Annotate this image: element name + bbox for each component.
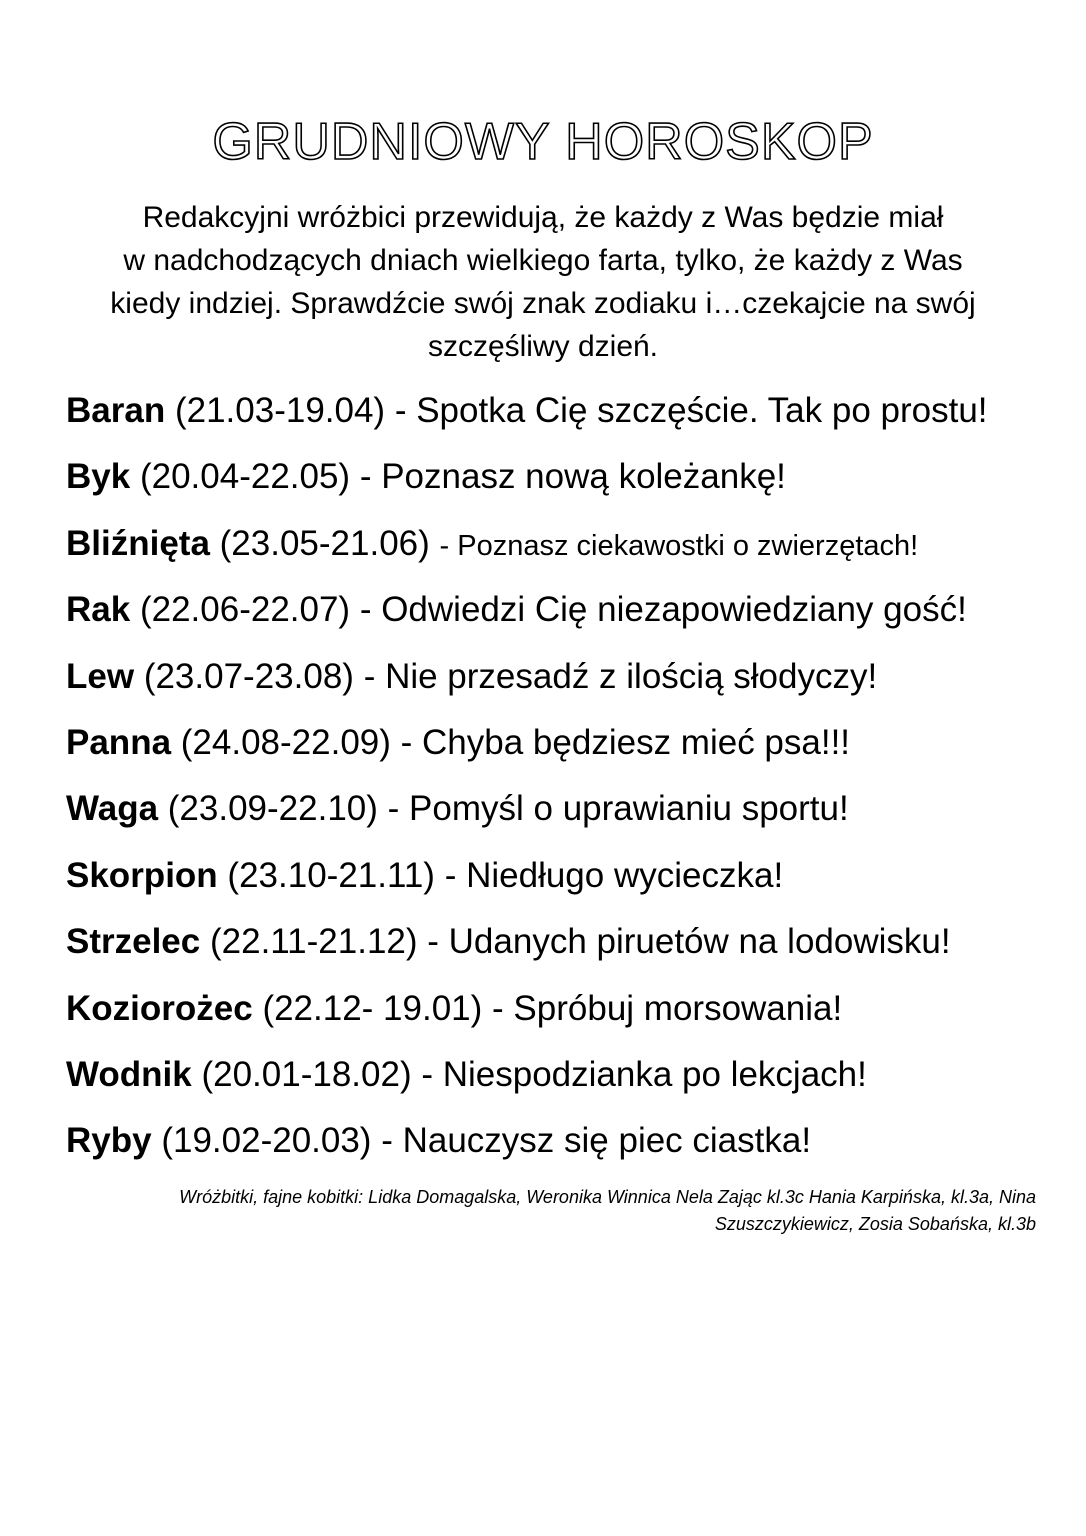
zodiac-item-lew	[66, 650, 1056, 716]
zodiac-prediction: - Odwiedzi Cię niezapowiedziany gość!	[359, 590, 967, 630]
zodiac-item-waga	[66, 782, 1056, 848]
zodiac-name: Waga	[66, 789, 159, 829]
zodiac-name: Wodnik	[66, 1054, 192, 1094]
zodiac-item-panna	[66, 716, 1056, 782]
zodiac-dates: (20.01-18.02)	[201, 1054, 412, 1094]
zodiac-name: Bliźnięta	[66, 523, 210, 563]
intro-line: kiedy indziej. Sprawdźcie swój znak zodiaku i…czekajcie na swój	[110, 287, 976, 320]
zodiac-prediction: - Nie przesadź z ilością słodyczy!	[363, 656, 878, 696]
zodiac-dates: (19.02-20.03)	[161, 1121, 372, 1161]
zodiac-dates: (22.12- 19.01)	[262, 988, 483, 1028]
zodiac-name: Koziorożec	[66, 988, 253, 1028]
intro-line: Redakcyjni wróżbici przewidują, że każdy z Was będzie miał	[142, 201, 944, 234]
zodiac-dates: (21.03-19.04)	[174, 391, 386, 430]
credits-line: Wróżbitki, fajne kobitki: Lidka Domagalska, Weronika Winnica Nela Zając kl.3c Hania Karpińska, kl.3a, Nina	[179, 1187, 1036, 1207]
intro-paragraph	[60, 196, 1026, 368]
zodiac-dates: (23.05-21.06)	[219, 523, 430, 563]
zodiac-prediction: - Spotka Cię szczęście. Tak po prostu!	[394, 391, 988, 430]
zodiac-dates: (20.04-22.05)	[139, 457, 351, 497]
zodiac-item-byk	[66, 450, 1056, 516]
zodiac-prediction: - Udanych piruetów na lodowisku!	[427, 922, 951, 962]
zodiac-item-strzelec	[66, 915, 1056, 981]
credits	[60, 1184, 1036, 1238]
zodiac-item-ryby	[66, 1114, 1056, 1180]
zodiac-dates: (23.10-21.11)	[227, 855, 435, 895]
zodiac-item-koziorozec	[66, 982, 1056, 1048]
intro-line: w nadchodzących dniach wielkiego farta, tylko, że każdy z Was	[123, 244, 963, 277]
zodiac-item-blizneta	[66, 517, 1056, 583]
zodiac-item-baran	[66, 384, 1056, 450]
zodiac-dates: (24.08-22.09)	[180, 722, 391, 762]
zodiac-dates: (22.06-22.07)	[139, 590, 351, 630]
zodiac-name: Byk	[66, 457, 131, 497]
zodiac-name: Baran	[66, 391, 166, 430]
zodiac-item-rak	[66, 583, 1056, 649]
zodiac-prediction: - Chyba będziesz mieć psa!!!	[400, 722, 851, 762]
zodiac-prediction: - Niespodzianka po lekcjach!	[421, 1054, 867, 1094]
zodiac-prediction: - Spróbuj morsowania!	[492, 988, 843, 1028]
zodiac-name: Ryby	[66, 1121, 152, 1161]
zodiac-dates: (22.11-21.12)	[209, 922, 418, 962]
zodiac-name: Skorpion	[66, 855, 218, 895]
zodiac-prediction: - Poznasz nową koleżankę!	[359, 457, 786, 497]
zodiac-item-wodnik	[66, 1048, 1056, 1114]
zodiac-dates: (23.09-22.10)	[167, 789, 378, 829]
zodiac-prediction: - Poznasz ciekawostki o zwierzętach!	[439, 529, 919, 562]
zodiac-prediction: - Pomyśl o uprawianiu sportu!	[387, 789, 849, 829]
zodiac-dates: (23.07-23.08)	[143, 656, 354, 696]
zodiac-name: Rak	[66, 590, 131, 630]
zodiac-name: Lew	[66, 656, 135, 696]
intro-line: szczęśliwy dzień.	[427, 330, 659, 363]
zodiac-item-skorpion	[66, 849, 1056, 915]
zodiac-name: Panna	[66, 722, 172, 762]
zodiac-list	[66, 384, 1056, 1181]
zodiac-prediction: - Niedługo wycieczka!	[444, 855, 784, 895]
zodiac-prediction: - Nauczysz się piec ciastka!	[381, 1121, 812, 1161]
page-title: GRUDNIOWY HOROSKOP	[212, 113, 874, 171]
zodiac-name: Strzelec	[66, 922, 201, 962]
credits-line: Szuszczykiewicz, Zosia Sobańska, kl.3b	[714, 1214, 1036, 1234]
